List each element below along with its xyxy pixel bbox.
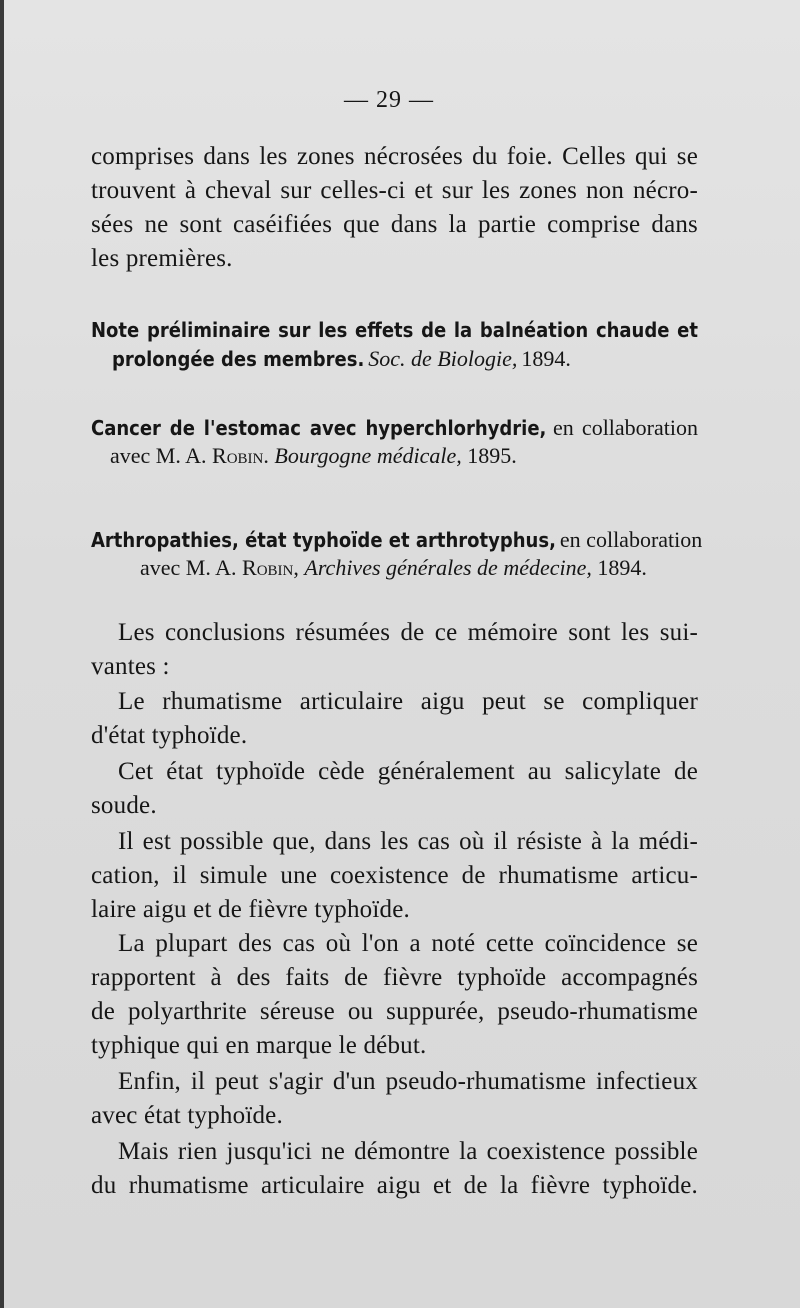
text-line: soude.: [91, 792, 157, 819]
journal-name: Bourgogne médicale,: [274, 443, 462, 468]
text-line: Le rhumatisme articulaire aigu peut se compliquer: [118, 688, 698, 715]
entry-title-line: Cancer de l'estomac avec hyperchlorhydrie,: [91, 416, 547, 440]
text-line: Cet état typhoïde cède généralement au salicylate de: [118, 758, 698, 785]
text-line: typhique qui en marque le début.: [91, 1032, 427, 1059]
entry-line: [91, 527, 703, 553]
collaboration-text: avec M. A.: [110, 443, 207, 468]
text-line: Mais rien jusqu'ici ne démontre la coexistence possible: [118, 1138, 698, 1165]
text-line: comprises dans les zones nécrosées du foie. Celles qui se: [91, 143, 698, 170]
text-line: avec état typhoïde.: [91, 1102, 283, 1129]
publication-year: 1894.: [521, 346, 571, 371]
author-name: Robin.: [212, 443, 269, 468]
text-line: Les conclusions résumées de ce mémoire sont les sui-: [118, 619, 698, 646]
publication-year: 1894.: [597, 555, 647, 580]
entry-line: [110, 443, 517, 469]
text-line: La plupart des cas où l'on a noté cette coïncidence se: [118, 930, 698, 957]
collaboration-text: en collaboration: [559, 527, 703, 552]
page-number: — 29 —: [344, 87, 434, 113]
journal-name: Soc. de Biologie,: [368, 346, 518, 371]
collaboration-text: avec M. A.: [140, 555, 237, 580]
author-name: Robin,: [242, 555, 299, 580]
text-line: d'état typhoïde.: [91, 722, 248, 749]
text-line: sées ne sont caséifiées que dans la partie comprise dans: [91, 211, 698, 238]
text-line: laire aigu et de fièvre typhoïde.: [91, 896, 410, 923]
text-line: Il est possible que, dans les cas où il résiste à la médi-: [118, 828, 698, 855]
entry-title-line: Arthropathies, état typhoïde et arthrotyphus,: [91, 528, 556, 552]
entry-title-line: prolongée des membres.: [112, 347, 365, 371]
entry-line: [140, 555, 647, 581]
text-line: du rhumatisme articulaire aigu et de la fièvre typhoïde.: [91, 1172, 698, 1199]
text-line: trouvent à cheval sur celles-ci et sur les zones non nécro-: [91, 177, 698, 204]
entry-line: [91, 415, 698, 441]
text-line: cation, il simule une coexistence de rhumatisme articu-: [91, 862, 698, 889]
text-line: les premières.: [91, 245, 233, 272]
text-line: de polyarthrite séreuse ou suppurée, pseudo-rhumatisme: [91, 998, 698, 1025]
text-line: rapportent à des faits de fièvre typhoïde accompagnés: [91, 964, 698, 991]
entry-line: [112, 346, 571, 372]
collaboration-text: en collaboration: [553, 415, 698, 440]
text-line: vantes :: [91, 653, 170, 680]
publication-year: 1895.: [467, 443, 517, 468]
journal-name: Archives générales de médecine,: [304, 555, 592, 580]
text-line: Enfin, il peut s'agir d'un pseudo-rhumatisme infectieux: [118, 1068, 698, 1095]
entry-title-line: Note préliminaire sur les effets de la balnéation chaude et: [91, 318, 698, 342]
